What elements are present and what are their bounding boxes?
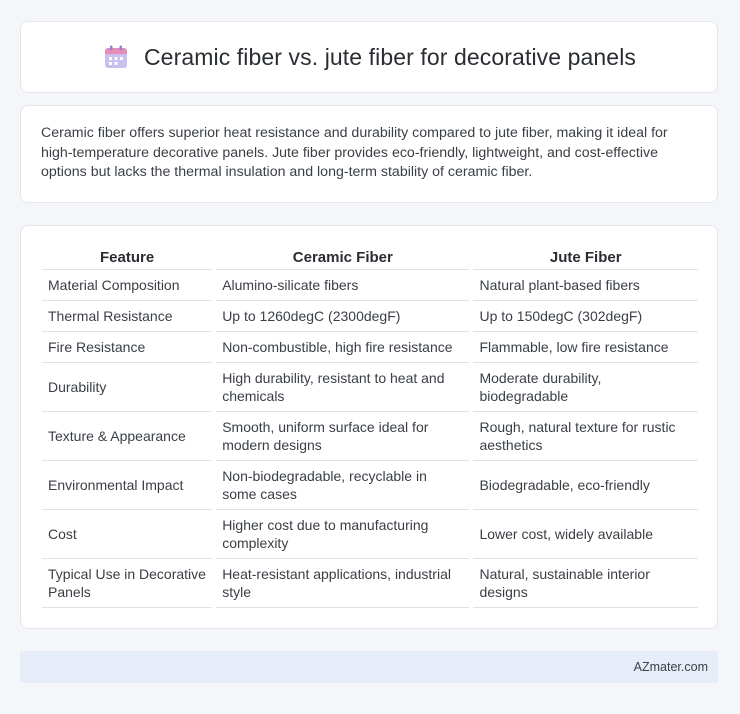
cell-jute: Moderate durability, biodegradable <box>471 363 698 412</box>
intro-text: Ceramic fiber offers superior heat resistance and durability compared to jute fiber, making it ideal for high-temperature decorative panels. Jute fiber provides eco-friendly, lightweight, and cost-effective options but lacks the thermal insulation and long-term stability of ceramic fiber. <box>41 125 668 180</box>
header-feature: Feature <box>42 248 214 270</box>
table-row <box>42 363 698 412</box>
table-row <box>42 301 698 332</box>
cell-ceramic: Non-biodegradable, recyclable in some cases <box>214 461 471 510</box>
cell-ceramic: Up to 1260degC (2300degF) <box>214 301 471 332</box>
table-row <box>42 332 698 363</box>
cell-feature: Fire Resistance <box>42 332 214 363</box>
cell-jute: Rough, natural texture for rustic aesthetics <box>471 412 698 461</box>
header-jute: Jute Fiber <box>471 248 698 270</box>
comparison-table <box>42 248 698 608</box>
cell-jute: Up to 150degC (302degF) <box>471 301 698 332</box>
footer-bar <box>20 651 718 683</box>
cell-feature: Durability <box>42 363 214 412</box>
cell-feature: Environmental Impact <box>42 461 214 510</box>
cell-jute: Natural plant-based fibers <box>471 270 698 301</box>
cell-feature: Cost <box>42 510 214 559</box>
cell-ceramic: Non-combustible, high fire resistance <box>214 332 471 363</box>
table-row <box>42 270 698 301</box>
cell-ceramic: Higher cost due to manufacturing complexity <box>214 510 471 559</box>
cell-feature: Texture & Appearance <box>42 412 214 461</box>
cell-jute: Flammable, low fire resistance <box>471 332 698 363</box>
page-title: Ceramic fiber vs. jute fiber for decorative panels <box>143 43 637 70</box>
cell-jute: Lower cost, widely available <box>471 510 698 559</box>
cell-ceramic: Alumino-silicate fibers <box>214 270 471 301</box>
title-wrap <box>102 43 636 71</box>
table-row <box>42 510 698 559</box>
cell-ceramic: Smooth, uniform surface ideal for modern designs <box>214 412 471 461</box>
cell-ceramic: Heat-resistant applications, industrial style <box>214 559 471 608</box>
table-header-row <box>42 248 698 270</box>
comparison-card <box>20 225 718 629</box>
calendar-icon <box>102 43 130 71</box>
cell-feature: Material Composition <box>42 270 214 301</box>
cell-jute: Biodegradable, eco-friendly <box>471 461 698 510</box>
table-row <box>42 412 698 461</box>
cell-jute: Natural, sustainable interior designs <box>471 559 698 608</box>
header-ceramic: Ceramic Fiber <box>214 248 471 270</box>
table-row <box>42 461 698 510</box>
footer-brand[interactable]: AZmater.com <box>633 660 708 674</box>
table-row <box>42 559 698 608</box>
title-card <box>20 21 718 93</box>
cell-ceramic: High durability, resistant to heat and chemicals <box>214 363 471 412</box>
cell-feature: Thermal Resistance <box>42 301 214 332</box>
intro-card <box>20 105 718 203</box>
cell-feature: Typical Use in Decorative Panels <box>42 559 214 608</box>
